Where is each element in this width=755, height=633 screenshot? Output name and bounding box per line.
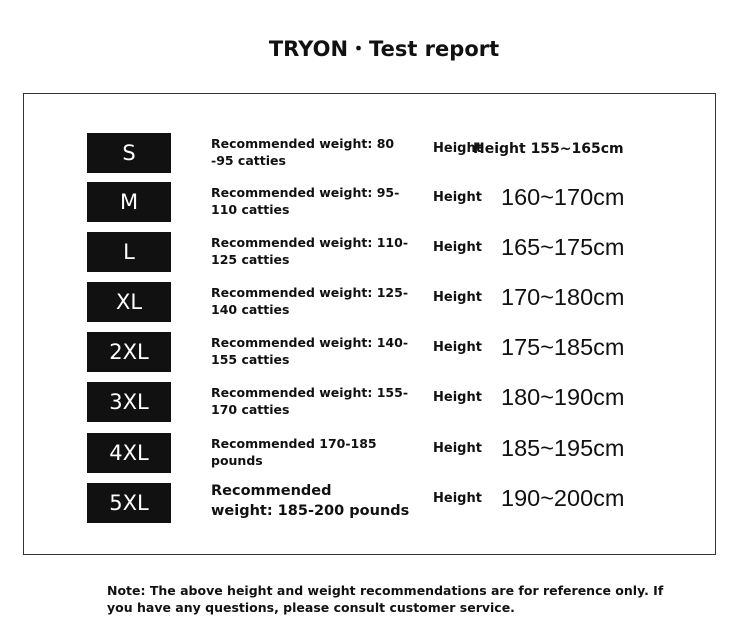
size-row-2xl [24,332,715,374]
size-row-3xl [24,382,715,424]
height-label: Height [433,441,482,456]
weight-recommendation: Recommended weight: 185-200 pounds [211,483,410,519]
size-badge: L [87,232,171,272]
size-row-m [24,182,715,224]
size-row-xl [24,282,715,324]
height-range: Height 155~165cm [473,141,624,157]
weight-recommendation: Recommended weight: 140- 155 catties [211,335,409,367]
height-label: Height [433,290,482,305]
weight-recommendation: Recommended weight: 95- 110 catties [211,185,400,217]
height-range: 190~200cm [501,485,625,511]
height-range: 180~190cm [501,384,625,410]
size-badge: 5XL [87,483,171,523]
height-range: 170~180cm [501,284,625,310]
height-label: Height [433,491,482,506]
size-badge: 4XL [87,433,171,473]
size-row-s [24,133,715,175]
weight-recommendation: Recommended weight: 110- 125 catties [211,235,409,267]
size-row-4xl [24,433,715,475]
height-range: 165~175cm [501,234,625,260]
height-label: Height [433,190,482,205]
weight-recommendation: Recommended weight: 80 -95 catties [211,136,395,168]
height-label: Height [433,390,482,405]
report-title: TRYON・Test report [268,37,500,61]
size-badge: 2XL [87,332,171,372]
size-chart-frame [23,93,716,555]
height-range: 185~195cm [501,435,625,461]
disclaimer-note: Note: The above height and weight recommendations are for reference only. If you have any questions, please consult customer service. [107,583,664,615]
weight-recommendation: Recommended weight: 155- 170 catties [211,385,409,417]
height-label: Height [433,240,482,255]
height-label: Height [433,141,482,156]
height-range: 175~185cm [501,334,625,360]
height-range: 160~170cm [501,184,625,210]
weight-recommendation: Recommended weight: 125- 140 catties [211,285,409,317]
size-row-5xl [24,483,715,525]
size-badge: 3XL [87,382,171,422]
size-badge: S [87,133,171,173]
height-label: Height [433,340,482,355]
size-row-l [24,232,715,274]
size-badge: M [87,182,171,222]
weight-recommendation: Recommended 170-185 pounds [211,436,377,468]
size-badge: XL [87,282,171,322]
